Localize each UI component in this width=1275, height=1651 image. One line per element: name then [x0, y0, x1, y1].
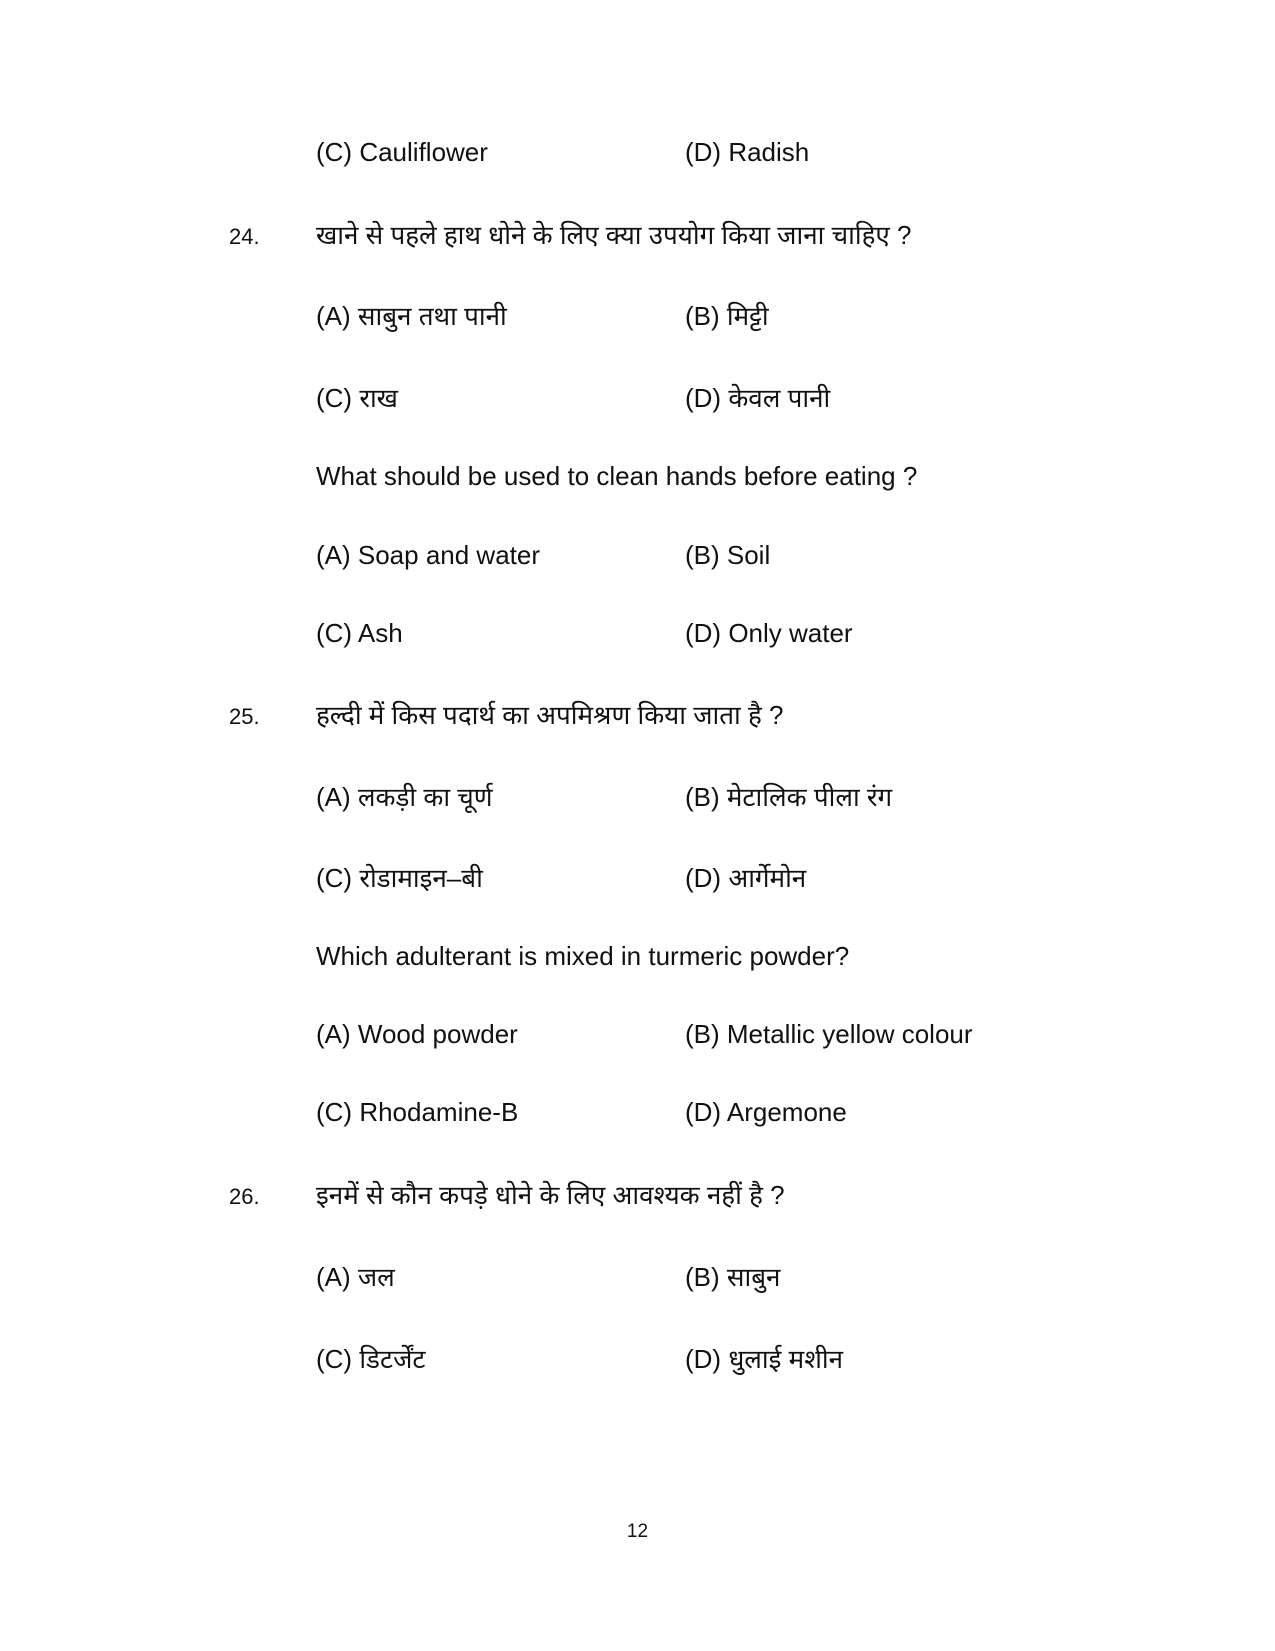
q23-option-d: (D) Radish: [685, 137, 810, 167]
q24-number: 24.: [229, 224, 260, 249]
q24-english-option-d: (D) Only water: [685, 618, 853, 648]
q25-hindi-options-ab: [0, 778, 1275, 818]
q24-english-option-c: (C) Ash: [316, 618, 403, 648]
q24-hindi-option-b: (B) मिट्टी: [685, 301, 769, 331]
q25-english-row: [0, 941, 1275, 981]
q24-english-option-b: (B) Soil: [685, 540, 771, 570]
q25-english-options-cd: [0, 1097, 1275, 1137]
q26-hindi-options-ab: [0, 1258, 1275, 1298]
q24-english-text: What should be used to clean hands before eating ?: [316, 461, 918, 491]
q25-hindi-option-b: (B) मेटालिक पीला रंग: [685, 782, 893, 812]
q26-hindi-option-a: (A) जल: [316, 1262, 395, 1292]
q26-hindi-row: [0, 1176, 1275, 1216]
q24-hindi-option-c: (C) राख: [316, 383, 398, 413]
q24-hindi-options-ab: [0, 297, 1275, 337]
q25-english-option-a: (A) Wood powder: [316, 1019, 518, 1049]
q23-option-c: (C) Cauliflower: [316, 137, 488, 167]
page-number: 12: [626, 1521, 649, 1542]
q25-hindi-options-cd: [0, 859, 1275, 899]
q25-english-options-ab: [0, 1019, 1275, 1059]
q24-english-options-cd: [0, 618, 1275, 658]
q25-hindi-option-d: (D) आर्गेमोन: [685, 863, 807, 893]
q24-english-options-ab: [0, 540, 1275, 580]
q25-english-option-c: (C) Rhodamine-B: [316, 1097, 519, 1127]
q26-hindi-option-d: (D) धुलाई मशीन: [685, 1344, 844, 1374]
q25-hindi-option-a: (A) लकड़ी का चूर्ण: [316, 782, 493, 812]
q26-hindi-text: इनमें से कौन कपड़े धोने के लिए आवश्यक नहीं है ?: [316, 1180, 785, 1210]
q25-hindi-row: [0, 696, 1275, 736]
q26-hindi-options-cd: [0, 1340, 1275, 1380]
q25-number: 25.: [229, 704, 260, 729]
q25-english-text: Which adulterant is mixed in turmeric powder?: [316, 941, 850, 971]
q24-hindi-options-cd: [0, 379, 1275, 419]
q24-hindi-option-d: (D) केवल पानी: [685, 383, 831, 413]
q24-hindi-option-a: (A) साबुन तथा पानी: [316, 301, 507, 331]
q24-hindi-text: खाने से पहले हाथ धोने के लिए क्या उपयोग किया जाना चाहिए ?: [316, 220, 912, 250]
q25-english-option-b: (B) Metallic yellow colour: [685, 1019, 973, 1049]
q24-english-row: [0, 461, 1275, 501]
q25-english-option-d: (D) Argemone: [685, 1097, 847, 1127]
q26-number: 26.: [229, 1184, 260, 1209]
q24-english-option-a: (A) Soap and water: [316, 540, 541, 570]
q25-hindi-option-c: (C) रोडामाइन–बी: [316, 863, 483, 893]
q26-hindi-option-b: (B) साबुन: [685, 1262, 781, 1292]
q26-hindi-option-c: (C) डिटर्जेंट: [316, 1344, 426, 1374]
q25-hindi-text: हल्दी में किस पदार्थ का अपमिश्रण किया जाता है ?: [316, 700, 784, 730]
q24-hindi-row: [0, 216, 1275, 256]
q23-options-cd-row: [0, 137, 1275, 177]
